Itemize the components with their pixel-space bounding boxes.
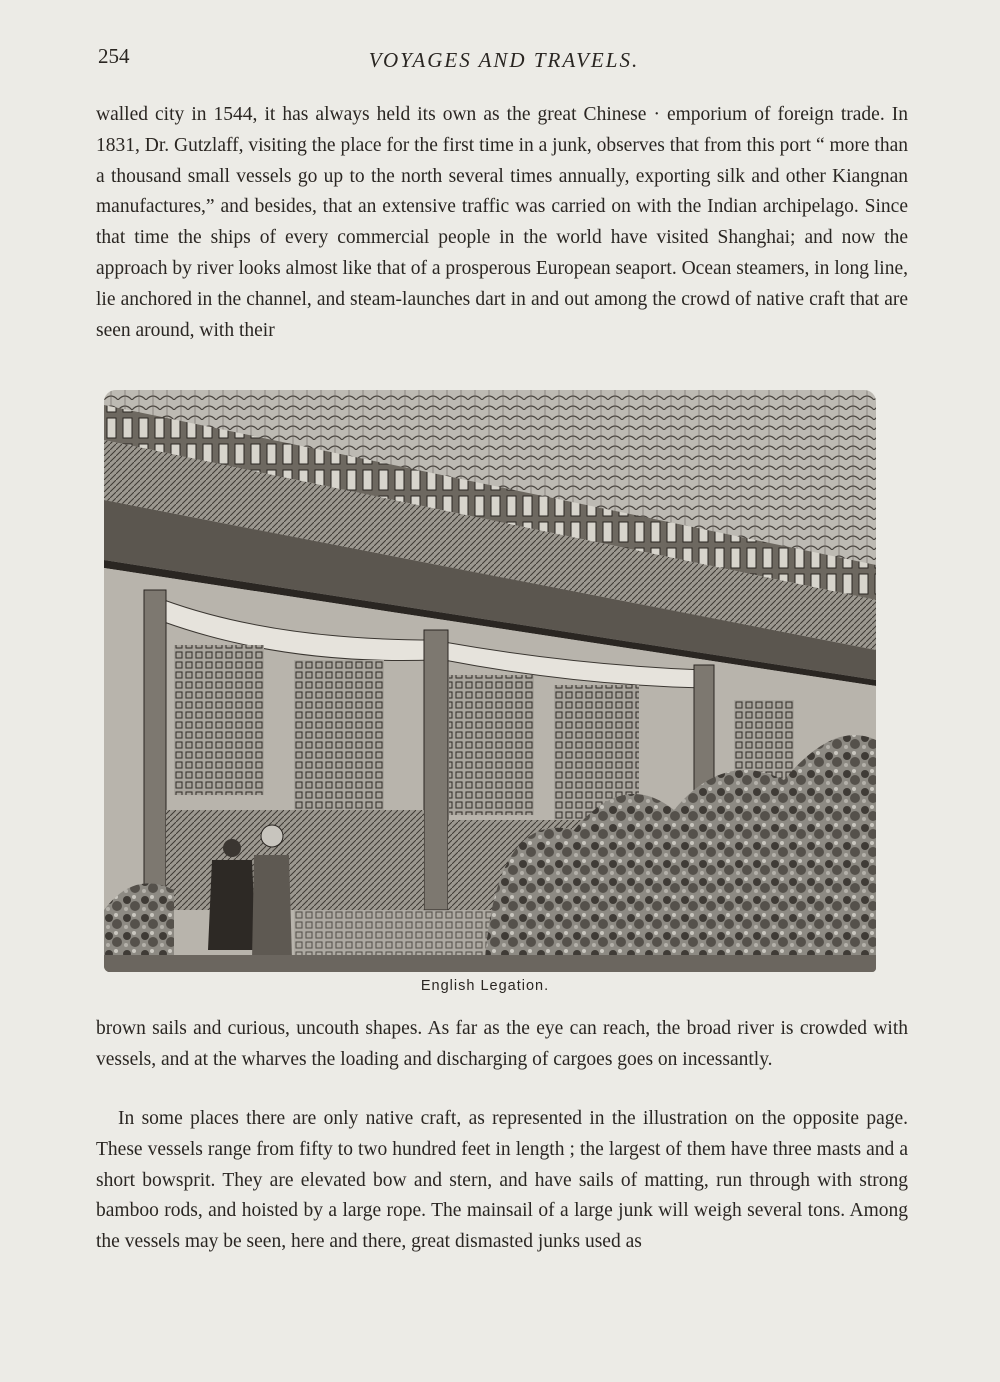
page-header: [98, 44, 910, 78]
paragraph-3: In some places there are only native craft, as represented in the illustration on the opposite page. These vessels range from fifty to two hundred feet in length ; the largest of them have three masts and a short bowsprit. They are elevated bow and stern, and have sails of matting, run through with strong bamboo rods, and hoisted by a large rope. The mainsail of a large junk will weigh several tons. Among the vessels may be seen, here and there, great dismasted junks used as: [96, 1108, 908, 1253]
english-legation-illustration: [104, 390, 876, 972]
page-number: 254: [98, 44, 130, 68]
figure-caption: English Legation.: [420, 978, 550, 994]
running-title: VOYAGES AND TRAVELS.: [368, 48, 640, 72]
paragraph-2: brown sails and curious, uncouth shapes. As far as the eye can reach, the broad river is crowded with vessels, and at the wharves the loading and discharging of cargoes goes on incessantly.: [96, 1018, 908, 1070]
paragraph-1: walled city in 1544, it has always held its own as the great Chinese · emporium of foreign trade. In 1831, Dr. Gutzlaff, visiting the place for the first time in a junk, observes that from this port “ more than a thousand small vessels go up to the north several times annually, exporting silk and other Kiangnan manufactures,” and besides, that an extensive traffic was carried on with the Indian archipelago. Since that time the ships of every commercial people in the world have visited Shanghai; and now the approach by river looks almost like that of a prosperous European seaport. Ocean steamers, in long line, lie anchored in the channel, and steam-launches dart in and out among the crowd of native craft that are seen around, with their: [96, 104, 908, 341]
